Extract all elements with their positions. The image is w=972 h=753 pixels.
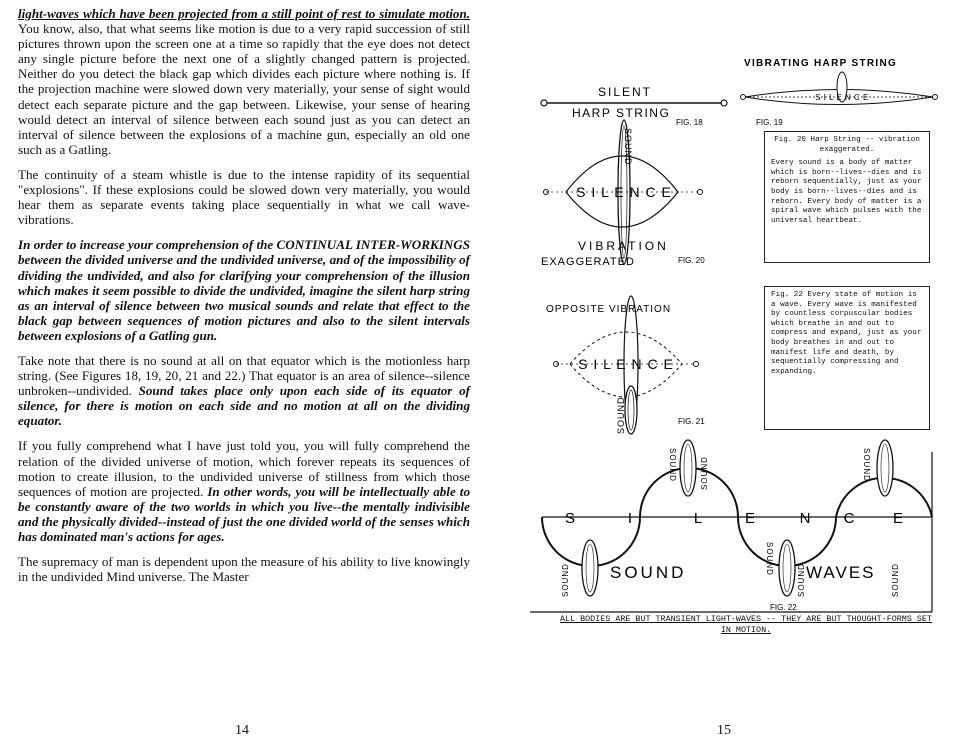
paragraph-4-body: Take note that there is no sound at all on that equator which is the motionless harp string. (See Figures 18, 19, 20, 21 and 22.) That equator is an area of silence--silence unbroken--undivided. xyxy=(18,352,470,399)
fig19-title: VIBRATING HARP STRING xyxy=(744,58,898,69)
fig22-silence-letter-6: C xyxy=(843,510,855,527)
fig22-silence-letter-2: I xyxy=(627,510,633,527)
fig20-textbox xyxy=(764,131,930,263)
paragraph-2: The continuity of a steam whistle is due to the intense rapidity of its sequential "explosions". If these explosions could be slowed down very materially, you would hear them as separate events taking place sequentially in what we call wave-vibrations. xyxy=(18,166,470,228)
fig22-sound-vertical-3: SOUND xyxy=(700,456,709,490)
figure-21 xyxy=(546,296,705,434)
fig22-sound-word: SOUND xyxy=(610,563,687,582)
page-number-right: 15 xyxy=(717,723,731,738)
fig21-silence: S I L E N C E xyxy=(578,356,674,372)
figure-18 xyxy=(541,85,727,127)
fig20-sound: SOUND xyxy=(623,128,633,166)
fig21-sound: SOUND xyxy=(616,396,626,434)
fig20-silence: S I L E N C E xyxy=(576,184,672,200)
fig21-label: FIG. 21 xyxy=(678,417,705,426)
page-number-left: 14 xyxy=(235,723,249,738)
paragraph-3: In order to increase your comprehension of the CONTINUAL INTER-WORKINGS between the divided universe and the undivided universe, and of the impossibility of dividing the undivided, and also for clarifying your comprehension of the illusion which makes it seem possible to divide the undivided, imagine the silent harp string as an interval of silence between two musical sounds and relate that effect to the black gap between sequences of motion pictures and also to the silent intervals between explosions of a Gatling gun. xyxy=(18,237,470,343)
paragraph-5-emphasis: In other words, you will be intellectually able to be constantly aware of the two worlds in which you live--the mentally indivisible and the physically divided--instead of just the one divided world of the senses which has dominated man's actions for ages. xyxy=(18,483,470,544)
bottom-caption-text: ALL BODIES ARE BUT TRANSIENT LIGHT-WAVES -- THEY ARE BUT THOUGHT-FORMS SET IN MOTION. xyxy=(560,614,932,635)
fig22-textbox-body: Fig. 22 Every state of motion is a wave. Every wave is manifested by countless corpuscular bodies which breathe in and out to compress and expand, just as your body breathes in and out to manifest life and death, by sequentially compressing and expanding. xyxy=(771,291,922,376)
fig20-label: FIG. 20 xyxy=(678,256,705,265)
fig20-textbox-body: Every sound is a body of matter which is born--lives--dies and is reborn sequentially, just as your body is born--lives--dies and is reborn. Every body of matter is a spiral wave which pulses with the universal heartbeat. xyxy=(771,159,922,225)
fig21-title: OPPOSITE VIBRATION xyxy=(546,304,672,315)
fig22-sound-vertical-2: SOUND xyxy=(668,448,677,482)
fig20-textbox-caption: Fig. 20 Harp String -- vibration exaggerated. xyxy=(774,136,920,154)
fig22-silence-letter-1: S xyxy=(564,510,576,527)
fig22-sound-vertical-6: SOUND xyxy=(862,448,871,482)
paragraph-4 xyxy=(18,353,470,428)
fig22-silence-letter-5: N xyxy=(799,510,811,527)
fig22-silence-letter-4: E xyxy=(744,510,756,527)
fig22-silence-letter-7: E xyxy=(892,510,904,527)
right-page xyxy=(486,0,972,753)
fig19-silence: S I L E N C E xyxy=(815,93,869,102)
figure-19 xyxy=(741,58,938,127)
figure-20 xyxy=(541,120,705,268)
left-text-column xyxy=(18,6,470,594)
fig19-label: FIG. 19 xyxy=(756,118,783,127)
fig22-silence-letter-3: L xyxy=(693,510,703,527)
paragraph-5-body: If you fully comprehend what I have just told you, you will fully comprehend the relation of the divided universe of motion, which forever repeats its sequences of motion to create illusion, to the undivided universe of stillness from which those sequences of motion are projected. xyxy=(18,438,470,499)
paragraph-1-body: You know, also, that what seems like motion is due to a very rapid succession of still pictures thrown upon the screen one at a time so rapidly that the eye does not detect any single picture before the next one of a slightly changed pattern is projected. Neither do you detect the black gap which divides each picture where nothing is. If the projection machine were slowed down very materially, your sense of sight would detect each separate picture and the gap between. Likewise, your sense of hearing would detect an interval of silence between each sound just as you can detect an interval of silence between the explosions of a machine gun, especially an old one such as a Gatling. xyxy=(18,21,470,157)
paragraph-1-lead: light-waves which have been projected from a still point of rest to simulate motion. xyxy=(18,6,470,21)
fig22-sound-vertical-5: SOUND xyxy=(797,563,806,597)
fig18-label: FIG. 18 xyxy=(676,118,703,127)
paragraph-6: The supremacy of man is dependent upon the measure of his ability to live knowingly in the undivided Mind universe. The Master xyxy=(18,554,470,585)
fig22-sound-vertical-7: SOUND xyxy=(891,563,900,597)
fig22-textbox xyxy=(764,286,930,430)
bottom-caption xyxy=(556,614,936,636)
fig20-title-vibration: VIBRATION xyxy=(578,239,669,253)
paragraph-5 xyxy=(18,438,470,544)
fig22-sound-vertical-4: SOUND xyxy=(765,542,774,576)
fig20-title-exaggerated: EXAGGERATED xyxy=(541,256,635,268)
paragraph-1 xyxy=(18,6,470,157)
fig18-title-silent: SILENT xyxy=(598,85,653,99)
fig22-sound-vertical-1: SOUND xyxy=(561,563,570,597)
fig18-title-harp-string: HARP STRING xyxy=(572,106,671,120)
fig22-label: FIG. 22 xyxy=(770,603,797,612)
figure-22 xyxy=(542,440,932,612)
paragraph-4-emphasis: Sound takes place only upon each side of its equator of silence, for there is motion on each side and no motion at all on the dividing equator. xyxy=(18,383,470,429)
fig22-waves-word: WAVES xyxy=(806,563,876,582)
